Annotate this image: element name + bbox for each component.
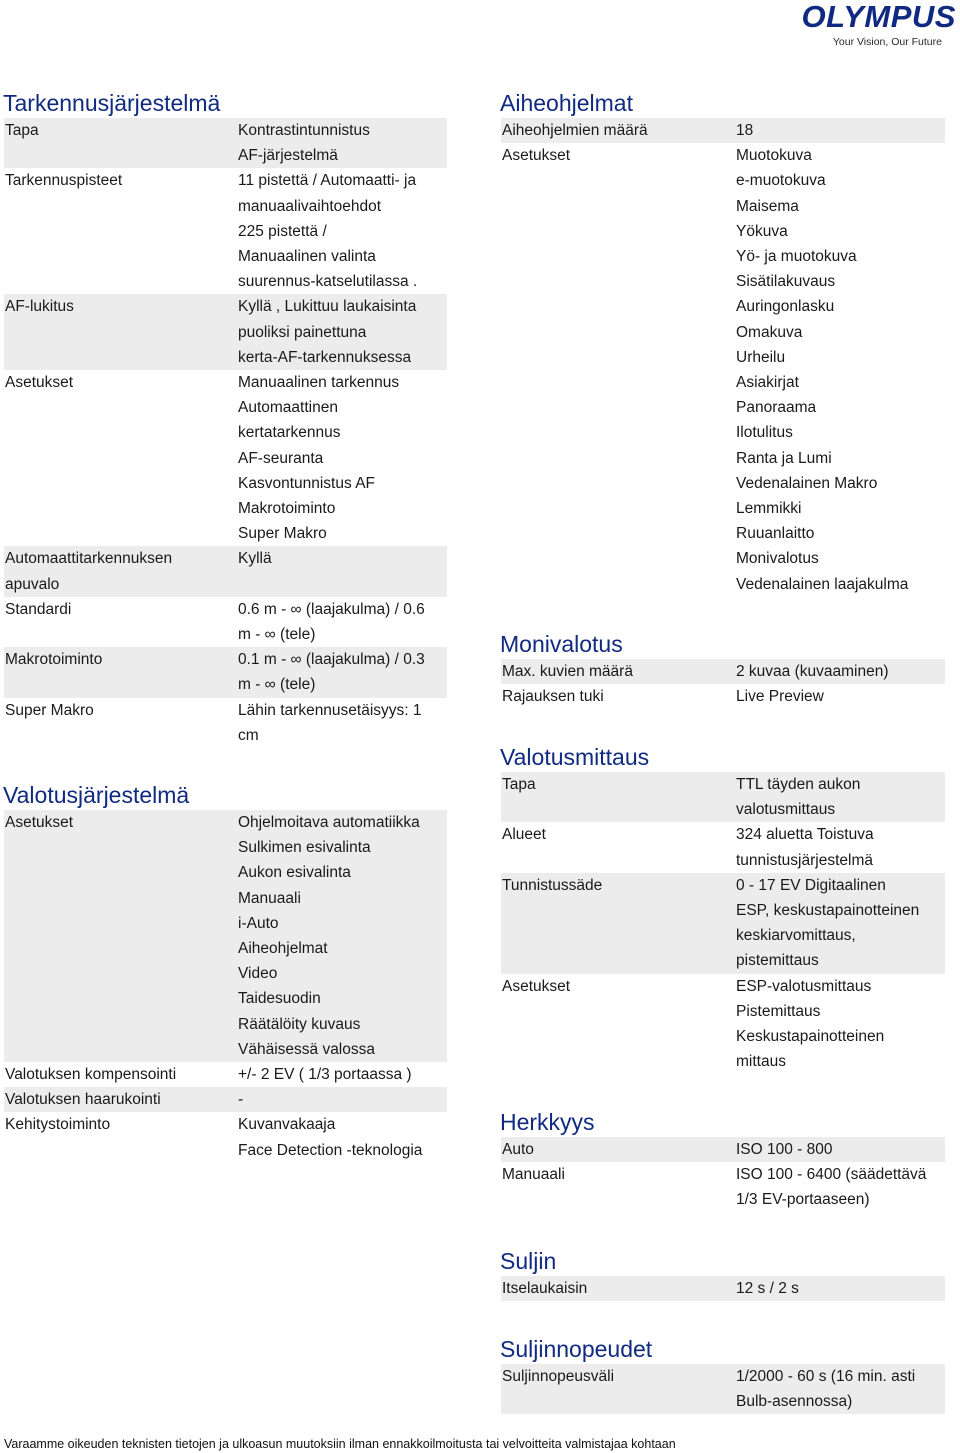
spec-value <box>238 1112 447 1162</box>
spec-value <box>238 647 447 697</box>
spec-row-asetukset <box>501 143 945 597</box>
spec-value-line: mittaus <box>736 1053 786 1071</box>
spec-label <box>4 546 238 596</box>
brand-logo <box>790 2 956 50</box>
spec-value-line: Monivalotus <box>736 550 819 568</box>
spec-value-line: keskiarvomittaus, <box>736 927 856 945</box>
spec-label: AF-lukitus <box>5 298 74 316</box>
spec-label: Kehitystoiminto <box>5 1116 111 1134</box>
spec-value-line: Ilotulitus <box>736 424 793 442</box>
spec-row-automaattitarkennuksen-apuvalo <box>4 546 447 596</box>
spec-label: Tapa <box>5 122 39 139</box>
spec-row-asetukset <box>4 810 447 1062</box>
spec-value-line: Muotokuva <box>736 147 812 165</box>
spec-value-line: pistemittaus <box>736 952 819 970</box>
spec-value <box>736 684 945 709</box>
spec-value-line: ESP-valotusmittaus <box>736 977 872 995</box>
spec-value-line: Ranta ja Lumi <box>736 449 832 467</box>
spec-label-line: apuvalo <box>5 575 60 593</box>
section-title: Herkkyys <box>500 1109 595 1135</box>
spec-value-line: Super Makro <box>238 525 327 543</box>
spec-value-line: valotusmittaus <box>736 801 836 819</box>
spec-value <box>238 1062 447 1087</box>
spec-value-line: Auringonlasku <box>736 298 835 316</box>
spec-value-line: Vedenalainen laajakulma <box>736 575 909 593</box>
spec-row-standardi <box>4 597 447 647</box>
spec-value-line: Keskustapainotteinen <box>736 1028 885 1046</box>
spec-value-line: Maisema <box>736 197 799 215</box>
spec-row-tapa <box>501 772 945 822</box>
spec-label-line: Automaattitarkennuksen <box>5 550 173 568</box>
spec-value-line: 0 - 17 EV Digitaalinen <box>736 876 886 894</box>
spec-value-line: Kuvanvakaaja <box>238 1116 336 1134</box>
spec-value-line: 2 kuvaa (kuvaaminen) <box>736 663 889 680</box>
spec-value-line: tunnistusjärjestelmä <box>736 851 873 869</box>
section-title: Valotusjärjestelmä <box>3 782 190 808</box>
spec-row-asetukset <box>4 370 447 546</box>
spec-value <box>238 370 447 546</box>
spec-row-aiheohjelmien-maara <box>501 118 945 143</box>
spec-value-line: kerta-AF-tarkennuksessa <box>238 348 412 366</box>
spec-value-line: Bulb-asennossa) <box>736 1393 853 1411</box>
spec-value-line: +/- 2 EV ( 1/3 portaassa ) <box>238 1066 412 1084</box>
section-title: Monivalotus <box>500 631 623 657</box>
spec-value <box>736 659 945 684</box>
spec-section-suljinnopeudet <box>501 1334 945 1414</box>
spec-value-line: Live Preview <box>736 688 824 706</box>
spec-value-line: 225 pistettä / <box>238 222 327 240</box>
spec-value-line: 1/3 EV-portaaseen) <box>736 1191 870 1209</box>
spec-value-line: Manuaalinen tarkennus <box>238 374 400 392</box>
spec-value-line: 0.6 m - ∞ (laajakulma) / 0.6 <box>238 600 425 618</box>
spec-label: Tarkennuspisteet <box>5 172 123 190</box>
spec-row-super-makro <box>4 698 447 748</box>
spec-label: Itselaukaisin <box>502 1280 588 1297</box>
spec-value-line: Lemmikki <box>736 500 802 518</box>
spec-value-line: Asiakirjat <box>736 374 799 392</box>
spec-value <box>736 974 945 1075</box>
spec-label: Asetukset <box>5 374 74 392</box>
spec-row-tunnistussade <box>501 873 945 974</box>
section-title: Valotusmittaus <box>500 744 650 770</box>
spec-row-tapa <box>4 118 447 168</box>
spec-value-line: Face Detection -teknologia <box>238 1141 423 1159</box>
spec-value-line: AF-seuranta <box>238 449 324 467</box>
spec-value <box>736 1364 945 1414</box>
spec-row-manuaali <box>501 1162 945 1212</box>
spec-value-line: Taidesuodin <box>238 990 321 1008</box>
brand-name: OLYMPUS <box>801 0 956 34</box>
spec-value-line: cm <box>238 726 259 744</box>
spec-value-line: Kontrastintunnistus <box>238 122 370 139</box>
spec-label: Auto <box>502 1141 534 1158</box>
spec-value-line: Aiheohjelmat <box>238 940 328 958</box>
spec-value-line: Sisätilakuvaus <box>736 273 836 291</box>
spec-value-line: Aukon esivalinta <box>238 864 351 882</box>
spec-value <box>736 1137 945 1162</box>
spec-value <box>238 118 447 168</box>
spec-row-suljinnopeusvali <box>501 1364 945 1414</box>
spec-value-line: Omakuva <box>736 323 803 341</box>
spec-label: Tunnistussäde <box>502 876 603 894</box>
spec-value-line: i-Auto <box>238 914 279 932</box>
spec-value-line: Pistemittaus <box>736 1002 821 1020</box>
spec-value-line: Lähin tarkennusetäisyys: 1 <box>238 701 422 719</box>
spec-value <box>238 168 447 294</box>
spec-value-line: e-muotokuva <box>736 172 826 190</box>
spec-label: Asetukset <box>502 147 571 165</box>
spec-value-line: Yö- ja muotokuva <box>736 248 857 266</box>
spec-value-line: 1/2000 - 60 s (16 min. asti <box>736 1368 916 1385</box>
spec-value-line: manuaalivaihtoehdot <box>238 197 382 215</box>
spec-value-line: TTL täyden aukon <box>736 776 861 793</box>
spec-value-line: Sulkimen esivalinta <box>238 839 371 857</box>
spec-row-tarkennuspisteet <box>4 168 447 294</box>
spec-value <box>736 772 945 822</box>
spec-value-line: AF-järjestelmä <box>238 147 338 165</box>
section-title: Aiheohjelmat <box>500 90 633 116</box>
spec-value-line: Ruuanlaitto <box>736 525 815 543</box>
spec-label: Manuaali <box>502 1166 565 1184</box>
spec-label: Super Makro <box>5 701 94 719</box>
spec-row-valotuksen-kompensointi <box>4 1062 447 1087</box>
spec-section-monivalotus <box>501 629 945 709</box>
spec-value <box>736 822 945 872</box>
spec-value <box>736 1276 945 1301</box>
spec-value-line: Yökuva <box>736 222 788 240</box>
spec-value-line: Manuaali <box>238 889 301 907</box>
spec-value-line: 0.1 m - ∞ (laajakulma) / 0.3 <box>238 651 425 669</box>
spec-value-line: Urheilu <box>736 348 786 366</box>
spec-value-line: 18 <box>736 122 754 139</box>
spec-value <box>736 1162 945 1212</box>
spec-value-line: Kasvontunnistus AF <box>238 474 375 492</box>
spec-label: Alueet <box>502 826 546 844</box>
spec-label: Valotuksen kompensointi <box>5 1066 177 1084</box>
spec-value <box>238 1087 447 1112</box>
spec-value-line: Ohjelmoitava automatiikka <box>238 814 420 831</box>
spec-value-line: ISO 100 - 800 <box>736 1141 833 1158</box>
spec-label: Valotuksen haarukointi <box>5 1091 161 1109</box>
spec-label: Tapa <box>502 776 536 793</box>
spec-value-line: puoliksi painettuna <box>238 323 367 341</box>
spec-value-line: Vedenalainen Makro <box>736 474 878 492</box>
spec-value-line: 324 aluetta Toistuva <box>736 826 874 844</box>
spec-value <box>736 118 945 143</box>
spec-label: Aiheohjelmien määrä <box>502 122 648 139</box>
spec-row-makrotoiminto <box>4 647 447 697</box>
spec-value <box>238 698 447 748</box>
spec-label: Rajauksen tuki <box>502 688 604 706</box>
spec-row-asetukset <box>501 974 945 1075</box>
spec-row-af-lukitus <box>4 294 447 370</box>
spec-value-line: - <box>238 1091 244 1109</box>
spec-value-line: m - ∞ (tele) <box>238 676 316 694</box>
spec-label: Standardi <box>5 600 72 618</box>
spec-value <box>238 810 447 1062</box>
spec-value-line: Panoraama <box>736 399 817 417</box>
section-title: Tarkennusjärjestelmä <box>3 90 221 116</box>
spec-value-line: Makrotoiminto <box>238 500 336 518</box>
spec-row-alueet <box>501 822 945 872</box>
spec-value-line: Kyllä <box>238 550 272 568</box>
spec-label: Asetukset <box>5 814 74 831</box>
spec-section-herkkyys <box>501 1107 945 1213</box>
spec-row-kehitystoiminto <box>4 1112 447 1162</box>
spec-value <box>238 597 447 647</box>
spec-label: Makrotoiminto <box>5 651 103 669</box>
spec-value <box>238 294 447 370</box>
spec-row-valotuksen-haarukointi <box>4 1087 447 1112</box>
spec-value-line: ESP, keskustapainotteinen <box>736 902 920 920</box>
spec-value-line: kertatarkennus <box>238 424 341 442</box>
spec-value-line: m - ∞ (tele) <box>238 626 316 644</box>
spec-section-valotusmittaus <box>501 742 945 1074</box>
section-title: Suljinnopeudet <box>500 1336 653 1362</box>
spec-value <box>736 143 945 597</box>
spec-section-aiheohjelmat <box>501 88 945 597</box>
spec-value-line: Video <box>238 965 278 983</box>
spec-section-suljin <box>501 1246 945 1301</box>
spec-label: Suljinnopeusväli <box>502 1368 615 1385</box>
spec-row-max-kuvien-maara <box>501 659 945 684</box>
spec-label: Asetukset <box>502 977 571 995</box>
section-title: Suljin <box>500 1248 557 1274</box>
spec-row-itselaukaisin <box>501 1276 945 1301</box>
spec-value-line: Vähäisessä valossa <box>238 1040 375 1058</box>
spec-value-line: ISO 100 - 6400 (säädettävä <box>736 1166 927 1184</box>
spec-value-line: Räätälöity kuvaus <box>238 1015 361 1033</box>
spec-section-tarkennusjarjestelma <box>4 88 447 748</box>
spec-section-valotusjarjestelma <box>4 780 447 1163</box>
spec-value-line: Manuaalinen valinta <box>238 248 376 266</box>
spec-value <box>736 873 945 974</box>
spec-value-line: 12 s / 2 s <box>736 1280 799 1297</box>
spec-value-line: Automaattinen <box>238 399 338 417</box>
brand-tagline: Your Vision, Our Future <box>832 36 942 48</box>
spec-value <box>238 546 447 596</box>
disclaimer-footer: Varaamme oikeuden teknisten tietojen ja ulkoasun muutoksiin ilman ennakkoilmoitusta tai velvoitteita valmistajaa kohtaan <box>4 1437 676 1451</box>
spec-row-rajauksen-tuki <box>501 684 945 709</box>
spec-row-auto <box>501 1137 945 1162</box>
spec-value-line: 11 pistettä / Automaatti- ja <box>238 172 417 190</box>
spec-value-line: suurennus-katselutilassa . <box>238 273 418 291</box>
spec-value-line: Kyllä , Lukittuu laukaisinta <box>238 298 417 316</box>
spec-label: Max. kuvien määrä <box>502 663 633 680</box>
